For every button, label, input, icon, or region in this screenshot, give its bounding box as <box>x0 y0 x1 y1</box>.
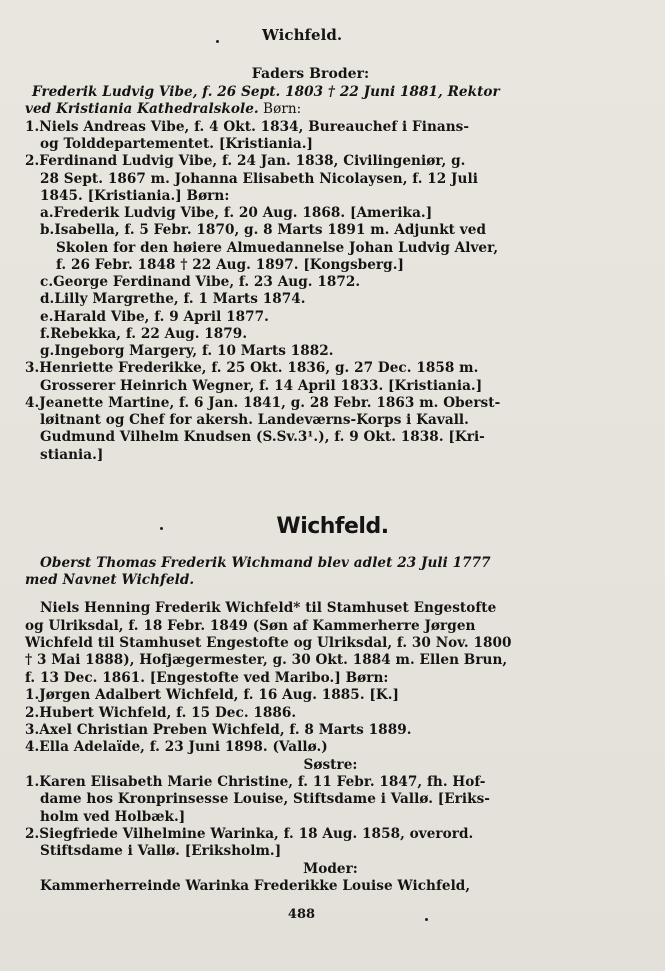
entry-line: 1845. [Kristiania.] Børn: <box>40 188 230 204</box>
entry-line: 28 Sept. 1867 m. Johanna Elisabeth Nicolaysen, f. 12 Juli <box>40 171 478 187</box>
entry-line: f.Rebekka, f. 22 Aug. 1879. <box>40 326 248 342</box>
entry-line: Stiftsdame i Vallø. [Eriksholm.] <box>40 843 282 859</box>
page-number: 488 <box>287 907 316 922</box>
entry-line: 2.Ferdinand Ludvig Vibe, f. 24 Jan. 1838, Civilingeniør, g. <box>25 153 466 169</box>
intro-line-2 <box>25 101 665 118</box>
entry-line: 3.Axel Christian Preben Wichfeld, f. 8 Marts 1889. <box>25 722 412 738</box>
print-speck <box>425 918 428 921</box>
siblings-heading: Søstre: <box>303 757 358 773</box>
entry-line: 1.Karen Elisabeth Marie Christine, f. 11 Febr. 1847, fh. Hof- <box>25 774 486 790</box>
mother-heading: Moder: <box>303 861 358 877</box>
intro-line-1: Frederik Ludvig Vibe, f. 26 Sept. 1803 † 22 Juni 1881, Rektor <box>32 84 500 100</box>
intro-line-2-italic: ved Kristiania Kathedralskole. <box>25 101 259 117</box>
entry-line: Kammerherreinde Warinka Frederikke Louise Wichfeld, <box>40 878 471 894</box>
entry-line: Niels Henning Frederik Wichfeld* til Stamhuset Engestofte <box>40 600 497 616</box>
entry-line: Skolen for den høiere Almuedannelse Johan Ludvig Alver, <box>56 240 499 256</box>
section-heading-faders-broder: Faders Broder: <box>251 66 370 82</box>
entry-line: Gudmund Vilhelm Knudsen (S.Sv.3¹.), f. 9 Okt. 1838. [Kri- <box>40 429 485 445</box>
entry-line: Wichfeld til Stamhuset Engestofte og Ulriksdal, f. 30 Nov. 1800 <box>25 635 512 651</box>
family-intro-line-1: Oberst Thomas Frederik Wichmand blev adlet 23 Juli 1777 <box>40 555 491 571</box>
entry-line: b.Isabella, f. 5 Febr. 1870, g. 8 Marts 1891 m. Adjunkt ved <box>40 222 486 238</box>
section-title-wichfeld: Wichfeld. <box>276 514 389 539</box>
entry-line: f. 26 Febr. 1848 † 22 Aug. 1897. [Kongsberg.] <box>56 257 404 273</box>
entry-line: f. 13 Dec. 1861. [Engestofte ved Maribo.] Børn: <box>25 670 389 686</box>
entry-line: a.Frederik Ludvig Vibe, f. 20 Aug. 1868. [Amerika.] <box>40 205 433 221</box>
print-speck <box>216 40 219 43</box>
intro-line-2-tail: Børn: <box>258 101 302 117</box>
running-title: Wichfeld. <box>262 26 343 44</box>
entry-line: og Ulriksdal, f. 18 Febr. 1849 (Søn af Kammerherre Jørgen <box>25 618 476 634</box>
entry-line: e.Harald Vibe, f. 9 April 1877. <box>40 309 269 325</box>
entry-line: Grosserer Heinrich Wegner, f. 14 April 1833. [Kristiania.] <box>40 378 483 394</box>
entry-line: 1.Niels Andreas Vibe, f. 4 Okt. 1834, Bureauchef i Finans- <box>25 119 470 135</box>
entry-line: 4.Jeanette Martine, f. 6 Jan. 1841, g. 28 Febr. 1863 m. Oberst- <box>25 395 501 411</box>
entry-line: g.Ingeborg Margery, f. 10 Marts 1882. <box>40 343 334 359</box>
family-intro-line-2: med Navnet Wichfeld. <box>25 572 195 588</box>
entry-line: † 3 Mai 1888), Hofjægermester, g. 30 Okt. 1884 m. Ellen Brun, <box>25 652 508 668</box>
entry-line: løitnant og Chef for akersh. Landeværns-Korps i Kavall. <box>40 412 469 428</box>
entry-line: 4.Ella Adelaïde, f. 23 Juni 1898. (Vallø.) <box>25 739 328 755</box>
entry-line: c.George Ferdinand Vibe, f. 23 Aug. 1872. <box>40 274 361 290</box>
entry-line: 2.Hubert Wichfeld, f. 15 Dec. 1886. <box>25 705 297 721</box>
entry-line: dame hos Kronprinsesse Louise, Stiftsdame i Vallø. [Eriks- <box>40 791 490 807</box>
entry-line: stiania.] <box>40 447 104 463</box>
entry-line: og Tolddepartementet. [Kristiania.] <box>40 136 313 152</box>
entry-line: 2.Siegfriede Vilhelmine Warinka, f. 18 Aug. 1858, overord. <box>25 826 474 842</box>
entry-line: d.Lilly Margrethe, f. 1 Marts 1874. <box>40 291 306 307</box>
entry-line: 3.Henriette Frederikke, f. 25 Okt. 1836, g. 27 Dec. 1858 m. <box>25 360 479 376</box>
entry-line: holm ved Holbæk.] <box>40 809 186 825</box>
entry-line: 1.Jørgen Adalbert Wichfeld, f. 16 Aug. 1885. [K.] <box>25 687 399 703</box>
